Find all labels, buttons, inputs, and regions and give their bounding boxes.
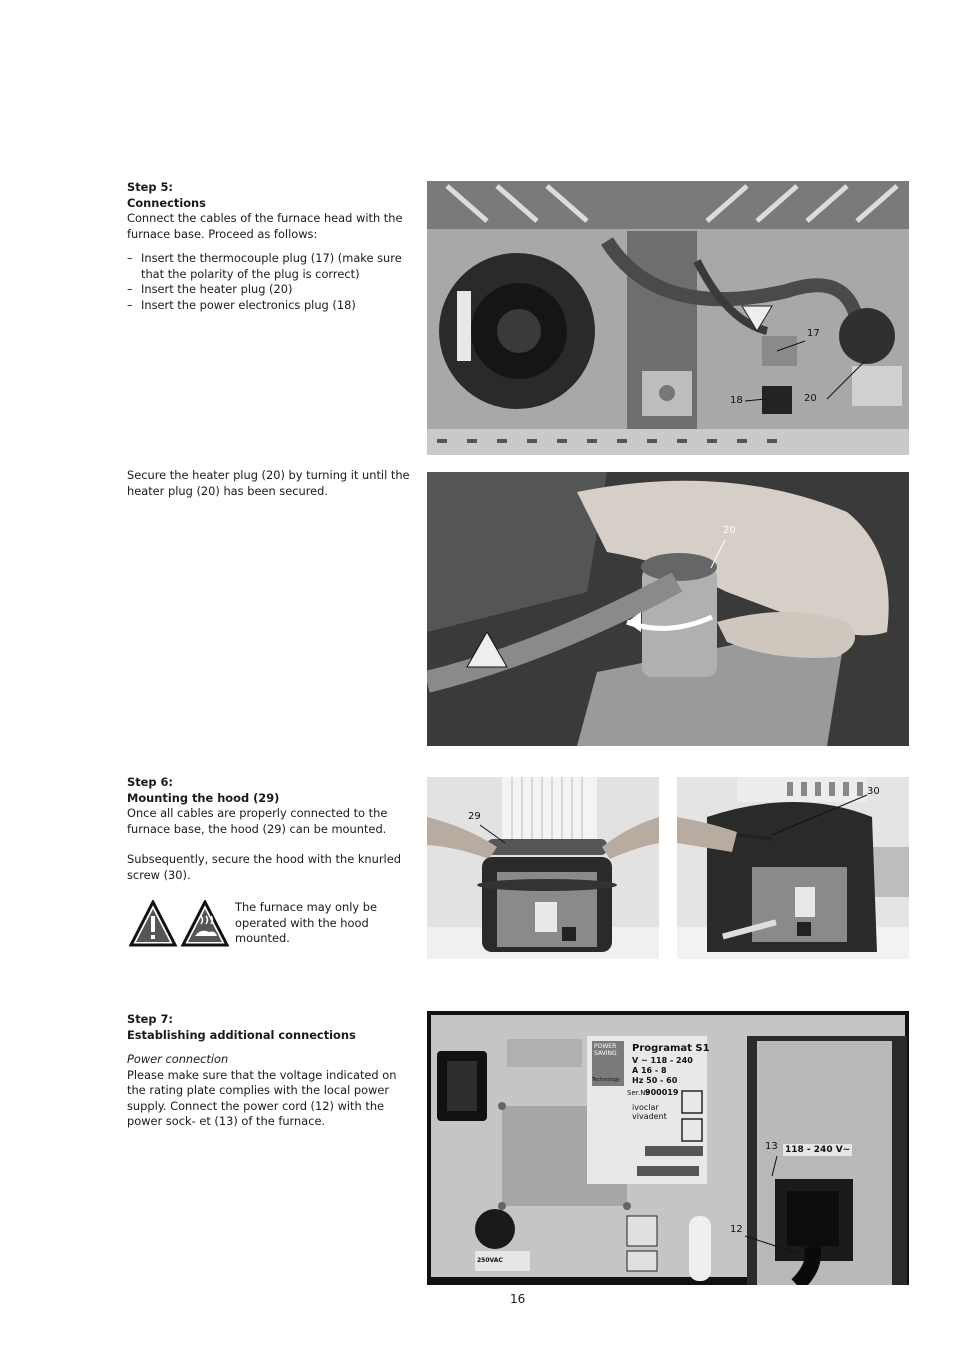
page-number: 16: [510, 1292, 526, 1306]
callout-17: 17: [807, 328, 820, 339]
step6-para1: Once all cables are properly connected to the furnace base, the hood (29) can be mounted.: [127, 806, 388, 836]
photo-knurled-screw: [677, 777, 909, 959]
photo-connections-art: [427, 181, 909, 455]
plate-model: [632, 1043, 710, 1055]
secure-heater-plug-text: Secure the heater plug (20) by turning it until the heater plug (20) has been secured.: [127, 468, 410, 498]
list-item: – Insert the heater plug (20): [127, 282, 412, 298]
step7-power-text: Please make sure that the voltage indicated on the rating plate complies with the local power supply. Connect the power cord (12) with the power sock- et (13) of the furnace.: [127, 1067, 397, 1128]
plate-model-suffix: S1: [695, 1043, 710, 1054]
step7-subheading: Power connection: [127, 1052, 229, 1066]
callout-12: 12: [730, 1224, 743, 1235]
brand-line2: vivadent: [632, 1112, 667, 1121]
plate-current: A 16 - 8: [632, 1066, 667, 1075]
socket-voltage-label: 118 - 240 V~: [785, 1145, 851, 1155]
step6-text: [127, 775, 412, 883]
step6-label: Step 6:: [127, 775, 173, 789]
callout-18: 18: [730, 395, 743, 406]
hot-surface-warning-icon: [183, 902, 227, 945]
step5-list: [127, 251, 412, 313]
callout-29: 29: [468, 811, 481, 822]
step7-label: Step 7:: [127, 1012, 173, 1026]
photo-securing-plug: [427, 472, 909, 746]
photo-rear-panel: [427, 1011, 909, 1285]
warning-icons: [129, 900, 229, 948]
photo-securing-plug-art: [427, 472, 909, 746]
callout-20: 20: [804, 393, 817, 404]
list-item: – Insert the power electronics plug (18): [127, 298, 412, 314]
step7-text: [127, 1012, 412, 1130]
hood-warning-text: The furnace may only be operated with the hood mounted.: [235, 900, 377, 945]
general-warning-icon: [131, 902, 175, 945]
fuse-label: 250VAC: [477, 1257, 503, 1264]
technology-label: Technology: [592, 1077, 621, 1083]
callout-13: 13: [765, 1141, 778, 1152]
callout-20: 20: [723, 525, 736, 536]
step7-title: Establishing additional connections: [127, 1027, 356, 1042]
warning-row: [127, 900, 412, 950]
power-saving-label: POWER SAVING: [594, 1043, 617, 1057]
step5-secure-text: [127, 468, 412, 499]
photo-mounting-hood-art: [427, 777, 659, 959]
list-item: – Insert the thermocouple plug (17) (make sure that the polarity of the plug is correct): [127, 251, 412, 282]
step5-title: Connections: [127, 195, 206, 210]
plate-serial-label: Ser.No: [627, 1089, 650, 1097]
plate-voltage: V ~ 118 - 240: [632, 1056, 693, 1065]
photo-mounting-hood: [427, 777, 659, 959]
step6-title: Mounting the hood (29): [127, 790, 280, 805]
callout-30: 30: [867, 786, 880, 797]
brand-line1: ivoclar: [632, 1103, 659, 1112]
step5-text: [127, 180, 412, 313]
step5-label: Step 5:: [127, 180, 173, 194]
photo-connections: [427, 181, 909, 455]
plate-frequency: Hz 50 - 60: [632, 1076, 678, 1085]
photo-knurled-screw-art: [677, 777, 909, 959]
plate-serial: 900019: [645, 1088, 679, 1097]
plate-model-name: Programat: [632, 1043, 692, 1054]
step5-intro: Connect the cables of the furnace head with the furnace base. Proceed as follows:: [127, 211, 403, 241]
step6-para2: Subsequently, secure the hood with the knurled screw (30).: [127, 852, 401, 882]
